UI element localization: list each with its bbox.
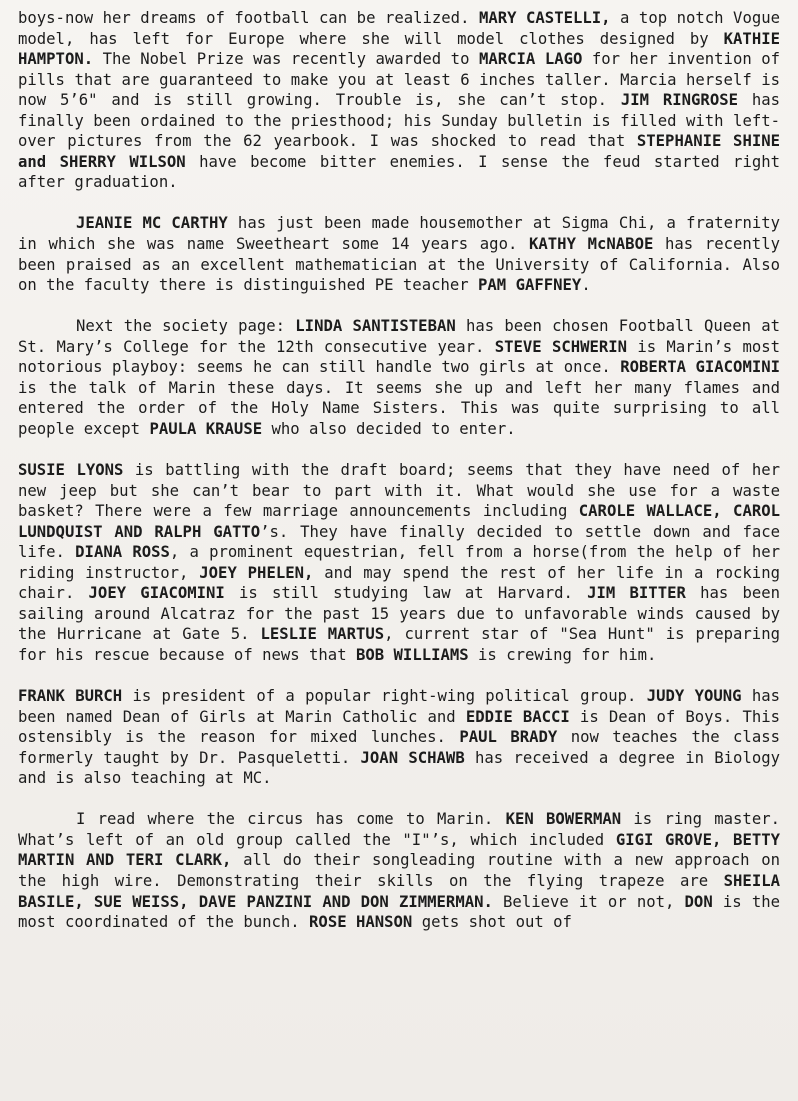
name-highlight: CAROLE WALLACE, CAROL LUNDQUIST AND RALPH GATTO bbox=[18, 502, 780, 541]
name-highlight: GIGI GROVE, BETTY MARTIN AND TERI CLARK, bbox=[18, 830, 780, 870]
name-highlight: KATHY McNABOE bbox=[529, 235, 654, 254]
text-run: and may spend the rest of her life in a rocking chair. bbox=[18, 563, 780, 603]
text-run: has just been made housemother at Sigma Chi, a fraternity in which she was name Sweetheart some 14 years ago. bbox=[18, 214, 780, 254]
name-highlight: JIM BITTER bbox=[587, 584, 686, 603]
text-run: ’s. They have finally decided to settle down and face life. bbox=[18, 522, 780, 562]
text-run: . bbox=[581, 276, 591, 295]
text-run: is Marin’s most notorious playboy: seems he can still handle two girls at once. bbox=[18, 337, 781, 377]
text-run: is still studying law at Harvard. bbox=[224, 584, 588, 603]
text-run: has received a degree in Biology and is also teaching at MC. bbox=[18, 748, 780, 788]
name-highlight: PAM GAFFNEY bbox=[478, 276, 582, 295]
text-run: has recently been praised as an excellent mathematician at the University of California. Also on the faculty there is distinguished PE teacher bbox=[18, 235, 780, 295]
text-run: a top notch Vogue model, has left for Europe where she will model clothes designed by bbox=[18, 9, 780, 48]
text-run: , a prominent equestrian, fell from a horse(from the help of her riding instructor, bbox=[18, 543, 780, 582]
paragraph bbox=[18, 316, 780, 439]
name-highlight: STEPHANIE SHINE and SHERRY WILSON bbox=[18, 132, 780, 171]
text-run: is the most coordinated of the bunch. bbox=[18, 892, 780, 932]
name-highlight: PAULA KRAUSE bbox=[149, 419, 263, 438]
text-run: have become bitter enemies. I sense the feud started right after graduation. bbox=[18, 152, 780, 192]
text-run: all do their songleading routine with a new approach on the high wire. Demonstrating their skills on the flying trapeze are bbox=[18, 851, 780, 890]
paragraph bbox=[18, 8, 780, 193]
newsletter-text bbox=[18, 8, 780, 933]
name-highlight: JUDY YOUNG bbox=[646, 687, 742, 706]
text-run: now teaches the class formerly taught by Dr. Pasqueletti. bbox=[18, 728, 780, 767]
text-run: has been chosen Football Queen at St. Mary’s College for the 12th consecutive year. bbox=[18, 317, 780, 356]
name-highlight: FRANK BURCH bbox=[18, 687, 123, 706]
name-highlight: KATHIE HAMPTON. bbox=[18, 29, 780, 69]
name-highlight: MARY CASTELLI, bbox=[478, 9, 611, 27]
name-highlight: LESLIE MARTUS bbox=[260, 625, 385, 644]
text-run: Next the society page: bbox=[76, 317, 296, 336]
text-run: I read where the circus has come to Marin. bbox=[76, 810, 506, 829]
name-highlight: EDDIE BACCI bbox=[465, 707, 570, 726]
name-highlight: JOEY GIACOMINI bbox=[88, 584, 225, 603]
name-highlight: DIANA ROSS bbox=[75, 543, 170, 562]
name-highlight: BOB WILLIAMS bbox=[355, 645, 469, 664]
name-highlight: KEN BOWERMAN bbox=[505, 810, 622, 829]
name-highlight: LINDA SANTISTEBAN bbox=[295, 317, 456, 336]
text-run: is crewing for him. bbox=[468, 645, 657, 664]
paragraph bbox=[18, 460, 780, 665]
name-highlight: ROSE HANSON bbox=[309, 913, 413, 932]
paragraph bbox=[18, 686, 780, 789]
text-run: who also decided to enter. bbox=[262, 419, 516, 438]
name-highlight: MARCIA LAGO bbox=[478, 50, 583, 69]
text-run: The Nobel Prize was recently awarded to bbox=[93, 50, 479, 69]
name-highlight: SHEILA BASILE, SUE WEISS, DAVE PANZINI AND DON ZIMMERMAN. bbox=[18, 871, 780, 911]
name-highlight: STEVE SCHWERIN bbox=[494, 337, 628, 356]
name-highlight: SUSIE LYONS bbox=[18, 461, 124, 480]
name-highlight: JIM RINGROSE bbox=[620, 91, 738, 110]
text-run: is Dean of Boys. This ostensibly is the reason for mixed lunches. bbox=[18, 707, 780, 747]
text-run: gets shot out of bbox=[412, 913, 572, 932]
name-highlight: PAUL BRADY bbox=[459, 728, 558, 747]
paragraph bbox=[18, 809, 780, 932]
text-run: boys-now her dreams of football can be realized. bbox=[18, 9, 479, 27]
text-run: is president of a popular right-wing political group. bbox=[122, 687, 647, 706]
text-run: has been named Dean of Girls at Marin Catholic and bbox=[18, 687, 780, 726]
name-highlight: JOAN SCHAWB bbox=[360, 748, 465, 767]
text-run: has been sailing around Alcatraz for the past 15 years due to unfavorable winds caused by the Hurricane at Gate 5. bbox=[18, 584, 781, 644]
name-highlight: DON bbox=[684, 892, 713, 911]
text-run: is ring master. What’s left of an old group called the "I"’s, which included bbox=[18, 810, 780, 849]
text-run: is the talk of Marin these days. It seems she up and left her many flames and entered the order of the Holy Name Sisters. This was quite surprising to all people except bbox=[18, 378, 780, 438]
text-run: Believe it or not, bbox=[492, 892, 685, 911]
name-highlight: JEANIE MC CARTHY bbox=[76, 214, 228, 233]
text-run: has finally been ordained to the priesthood; his Sunday bulletin is filled with left-over pictures from the 62 yearbook. I was shocked to read that bbox=[18, 91, 781, 151]
name-highlight: JOEY PHELEN, bbox=[199, 563, 314, 582]
text-run: , current star of "Sea Hunt" is preparing for his rescue because of news that bbox=[18, 625, 780, 664]
text-run: is battling with the draft board; seems that they have need of her new jeep but she can’t bear to part with it. What would she use for a waste basket? There were a few marriage announcements including bbox=[18, 461, 780, 521]
name-highlight: ROBERTA GIACOMINI bbox=[620, 358, 780, 377]
paragraph bbox=[18, 213, 780, 295]
text-run: for her invention of pills that are guaranteed to make you at least 6 inches taller. Marcia herself is now 5’6" and is still growing. Trouble is, she can’t stop. bbox=[18, 50, 780, 110]
